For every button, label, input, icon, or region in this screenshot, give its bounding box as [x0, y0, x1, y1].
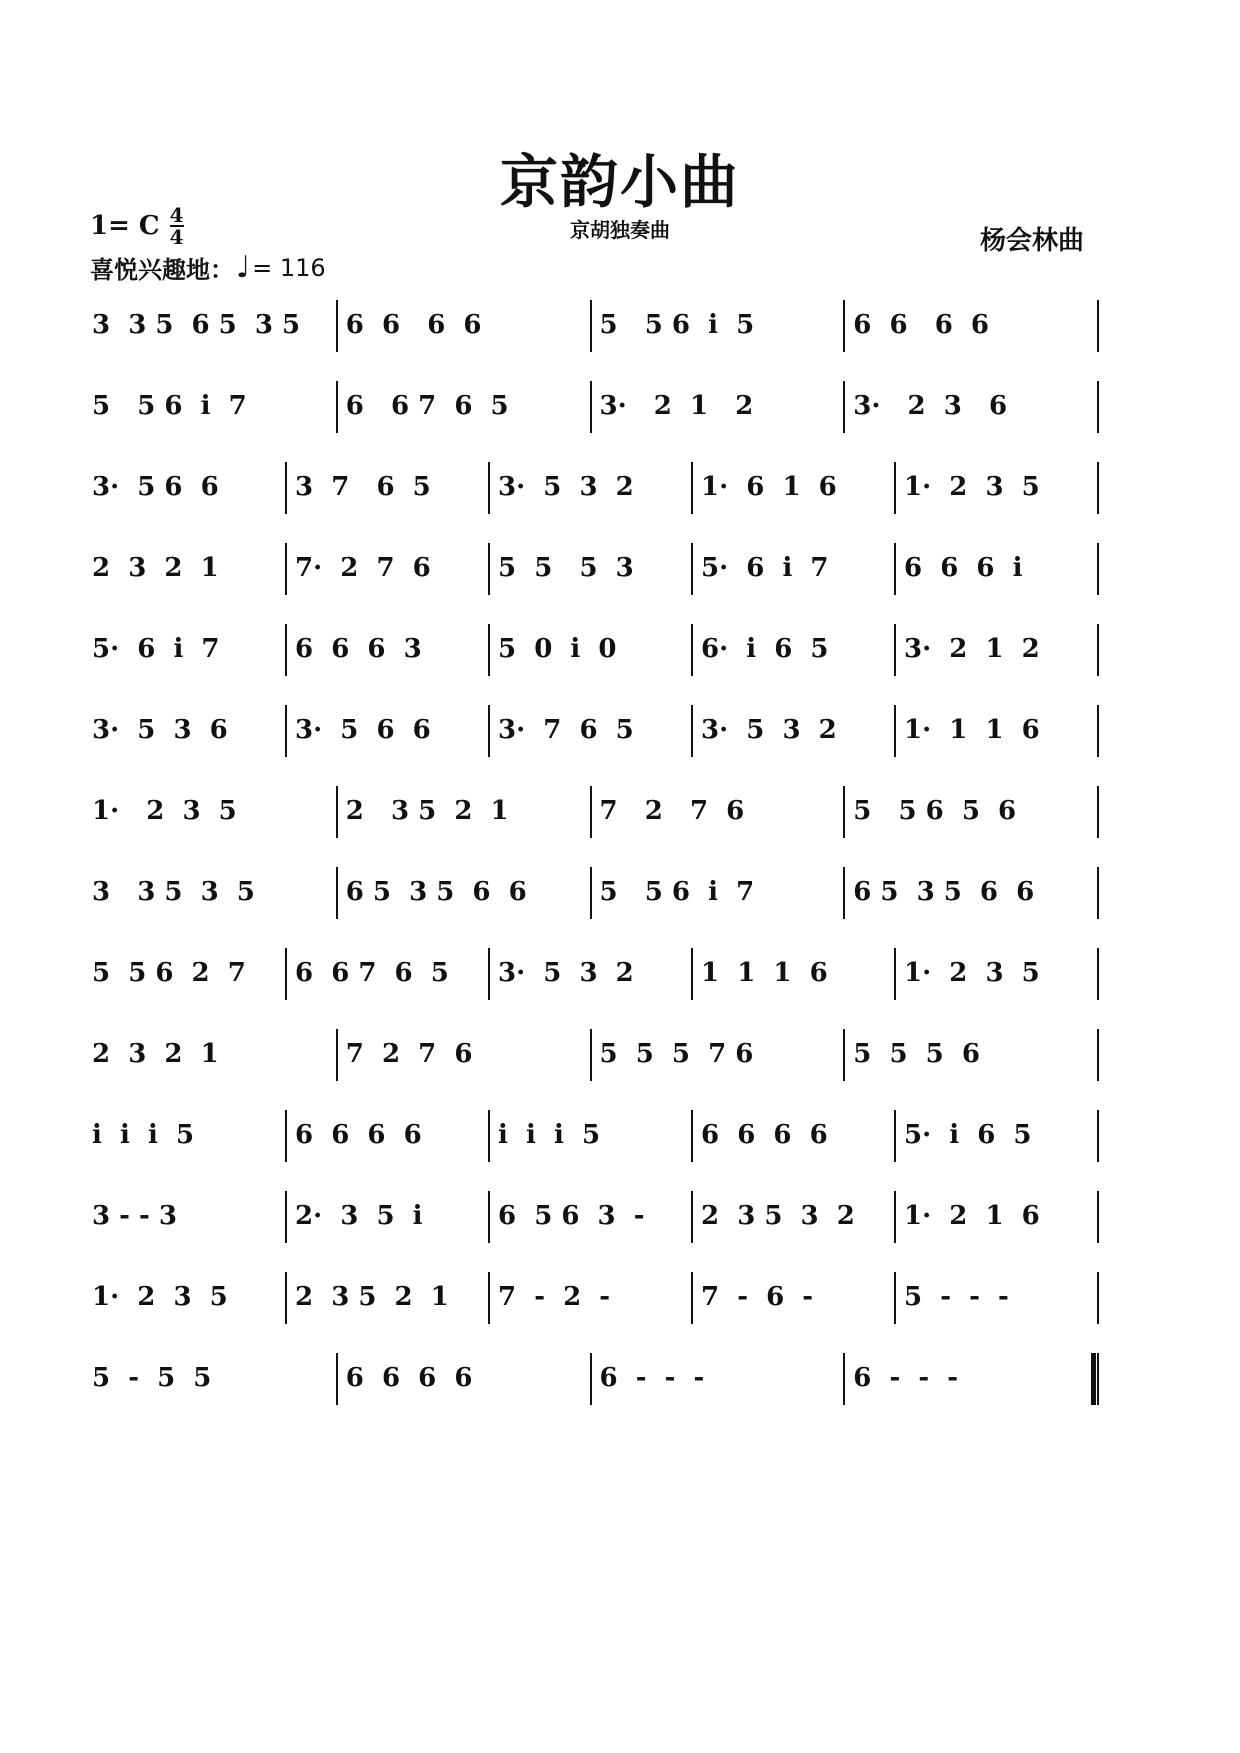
barline — [488, 1191, 490, 1243]
barline — [285, 462, 287, 514]
measure: 5 5 6 2 7 — [92, 958, 246, 988]
measure: 5 5 6 i 5 — [599, 310, 755, 340]
measure: 1· 2 3 5 — [904, 958, 1040, 988]
score-row — [88, 1029, 1103, 1089]
measure: 6 6 7 6 5 — [345, 391, 509, 421]
measure: 7 - 6 - — [701, 1282, 814, 1312]
barline — [691, 1110, 693, 1162]
barline — [894, 705, 896, 757]
measure: 3· 5 3 2 — [701, 715, 837, 745]
barline — [691, 1191, 693, 1243]
score-row — [88, 1272, 1103, 1332]
barline — [285, 624, 287, 676]
measure: 2 3 2 1 — [92, 553, 219, 583]
barline — [843, 300, 845, 352]
barline — [590, 300, 592, 352]
measure: 6 6 6 6 — [295, 1120, 422, 1150]
measure: 6 6 6 i — [904, 553, 1023, 583]
measure: i i i 5 — [92, 1120, 195, 1150]
barline — [894, 1272, 896, 1324]
measure: 6 6 6 6 — [345, 1363, 473, 1393]
measure: 7 2 7 6 — [345, 1039, 473, 1069]
measure: 1· 2 3 5 — [92, 796, 237, 826]
measure: 5 5 5 6 — [853, 1039, 980, 1069]
barline — [691, 705, 693, 757]
score-row — [88, 1191, 1103, 1251]
measure: 2 3 5 2 1 — [345, 796, 509, 826]
barline — [1097, 462, 1099, 514]
measure: 5 - - - — [904, 1282, 1009, 1312]
measure: 2 3 5 2 1 — [295, 1282, 449, 1312]
measure: 3 3 5 3 5 — [92, 877, 255, 907]
barline — [1097, 948, 1099, 1000]
score-row — [88, 948, 1103, 1008]
barline — [285, 948, 287, 1000]
measure: 6 5 6 3 - — [498, 1201, 645, 1231]
measure: 6 5 3 5 6 6 — [853, 877, 1035, 907]
score-row — [88, 705, 1103, 765]
barline — [590, 381, 592, 433]
score-row — [88, 786, 1103, 846]
tempo-marking — [90, 250, 326, 285]
measure: 6 - - - — [853, 1363, 959, 1393]
barline — [894, 462, 896, 514]
measure: 5 5 6 5 6 — [853, 796, 1017, 826]
barline — [894, 1110, 896, 1162]
barline — [285, 1272, 287, 1324]
barline — [894, 624, 896, 676]
barline — [590, 867, 592, 919]
barline — [336, 1029, 338, 1081]
score-row — [88, 1353, 1103, 1413]
measure: 6 5 3 5 6 6 — [345, 877, 527, 907]
barline — [843, 381, 845, 433]
measure: 3 - - 3 — [92, 1201, 177, 1231]
barline — [1097, 381, 1099, 433]
barline — [336, 1353, 338, 1405]
barline — [488, 624, 490, 676]
measure: 6 6 6 6 — [853, 310, 989, 340]
time-top: 4 — [169, 203, 184, 227]
barline — [336, 786, 338, 838]
measure: 3· 2 3 6 — [853, 391, 1008, 421]
measure: 1· 1 1 6 — [904, 715, 1040, 745]
barline — [1097, 1353, 1099, 1405]
measure: 5 5 5 3 — [498, 553, 634, 583]
score-row — [88, 624, 1103, 684]
measure: 2 3 2 1 — [92, 1039, 219, 1069]
page-title: 京韵小曲 — [499, 148, 740, 216]
barline — [1097, 1029, 1099, 1081]
barline — [1097, 786, 1099, 838]
score-row — [88, 543, 1103, 603]
score-row — [88, 1110, 1103, 1170]
barline — [590, 786, 592, 838]
barline — [1097, 624, 1099, 676]
barline — [336, 867, 338, 919]
barline — [843, 1353, 845, 1405]
barline — [336, 300, 338, 352]
measure: 3· 5 3 6 — [92, 715, 228, 745]
measure: 6 6 6 3 — [295, 634, 422, 664]
measure: 5 5 5 7 6 — [599, 1039, 754, 1069]
measure: 5 0 i 0 — [498, 634, 617, 664]
barline — [285, 543, 287, 595]
final-barline — [1091, 1353, 1096, 1405]
barline — [843, 867, 845, 919]
measure: 2· 3 5 i — [295, 1201, 423, 1231]
barline — [1097, 543, 1099, 595]
time-bottom: 4 — [169, 225, 184, 249]
score-row — [88, 300, 1103, 360]
barline — [285, 1110, 287, 1162]
measure: 3 7 6 5 — [295, 472, 431, 502]
barline — [488, 543, 490, 595]
measure: i i i 5 — [498, 1120, 601, 1150]
barline — [843, 1029, 845, 1081]
barline — [285, 705, 287, 757]
measure: 5· 6 i 7 — [92, 634, 220, 664]
measure: 3· 5 6 6 — [295, 715, 431, 745]
barline — [691, 1272, 693, 1324]
measure: 6 6 6 6 — [701, 1120, 828, 1150]
barline — [843, 786, 845, 838]
measure: 5· i 6 5 — [904, 1120, 1032, 1150]
barline — [894, 543, 896, 595]
score-row — [88, 462, 1103, 522]
score-row — [88, 381, 1103, 441]
barline — [336, 381, 338, 433]
measure: 1· 2 3 5 — [92, 1282, 228, 1312]
tempo-label: 喜悦兴趣地： — [90, 256, 234, 284]
measure: 1 1 1 6 — [701, 958, 828, 988]
barline — [894, 948, 896, 1000]
composer: 杨会林曲 — [980, 226, 1085, 256]
barline — [590, 1029, 592, 1081]
barline — [1097, 867, 1099, 919]
measure: 5· 6 i 7 — [701, 553, 829, 583]
measure: 1· 2 1 6 — [904, 1201, 1040, 1231]
measure: 6 6 7 6 5 — [295, 958, 449, 988]
barline — [691, 624, 693, 676]
measure: 3· 7 6 5 — [498, 715, 634, 745]
barline — [488, 1272, 490, 1324]
barline — [590, 1353, 592, 1405]
barline — [1097, 1191, 1099, 1243]
measure: 1· 2 3 5 — [904, 472, 1040, 502]
measure: 5 - 5 5 — [92, 1363, 212, 1393]
tempo-value: = 116 — [252, 253, 326, 282]
measure: 5 5 6 i 7 — [92, 391, 247, 421]
barline — [691, 948, 693, 1000]
barline — [691, 462, 693, 514]
barline — [1097, 1272, 1099, 1324]
key-text: 1= C — [90, 211, 160, 241]
measure: 3· 5 3 2 — [498, 472, 634, 502]
measure: 5 5 6 i 7 — [599, 877, 755, 907]
measure: 3· 2 1 2 — [599, 391, 754, 421]
measure: 7 - 2 - — [498, 1282, 611, 1312]
barline — [1097, 705, 1099, 757]
subtitle: 京胡独奏曲 — [570, 218, 670, 242]
measure: 3 3 5 6 5 3 5 — [92, 310, 301, 340]
barline — [1097, 1110, 1099, 1162]
barline — [1097, 300, 1099, 352]
measure: 3· 5 3 2 — [498, 958, 634, 988]
barline — [488, 705, 490, 757]
barline — [488, 948, 490, 1000]
measure: 6 6 6 6 — [345, 310, 482, 340]
measure: 1· 6 1 6 — [701, 472, 837, 502]
barline — [488, 462, 490, 514]
quarter-note-icon: ♩ — [236, 250, 251, 285]
barline — [894, 1191, 896, 1243]
measure: 7· 2 7 6 — [295, 553, 431, 583]
measure: 3· 5 6 6 — [92, 472, 219, 502]
measure: 3· 2 1 2 — [904, 634, 1040, 664]
measure: 6 - - - — [599, 1363, 705, 1393]
barline — [488, 1110, 490, 1162]
score-row — [88, 867, 1103, 927]
measure: 7 2 7 6 — [599, 796, 745, 826]
measure: 6· i 6 5 — [701, 634, 829, 664]
barline — [285, 1191, 287, 1243]
measure: 2 3 5 3 2 — [701, 1201, 855, 1231]
barline — [691, 543, 693, 595]
